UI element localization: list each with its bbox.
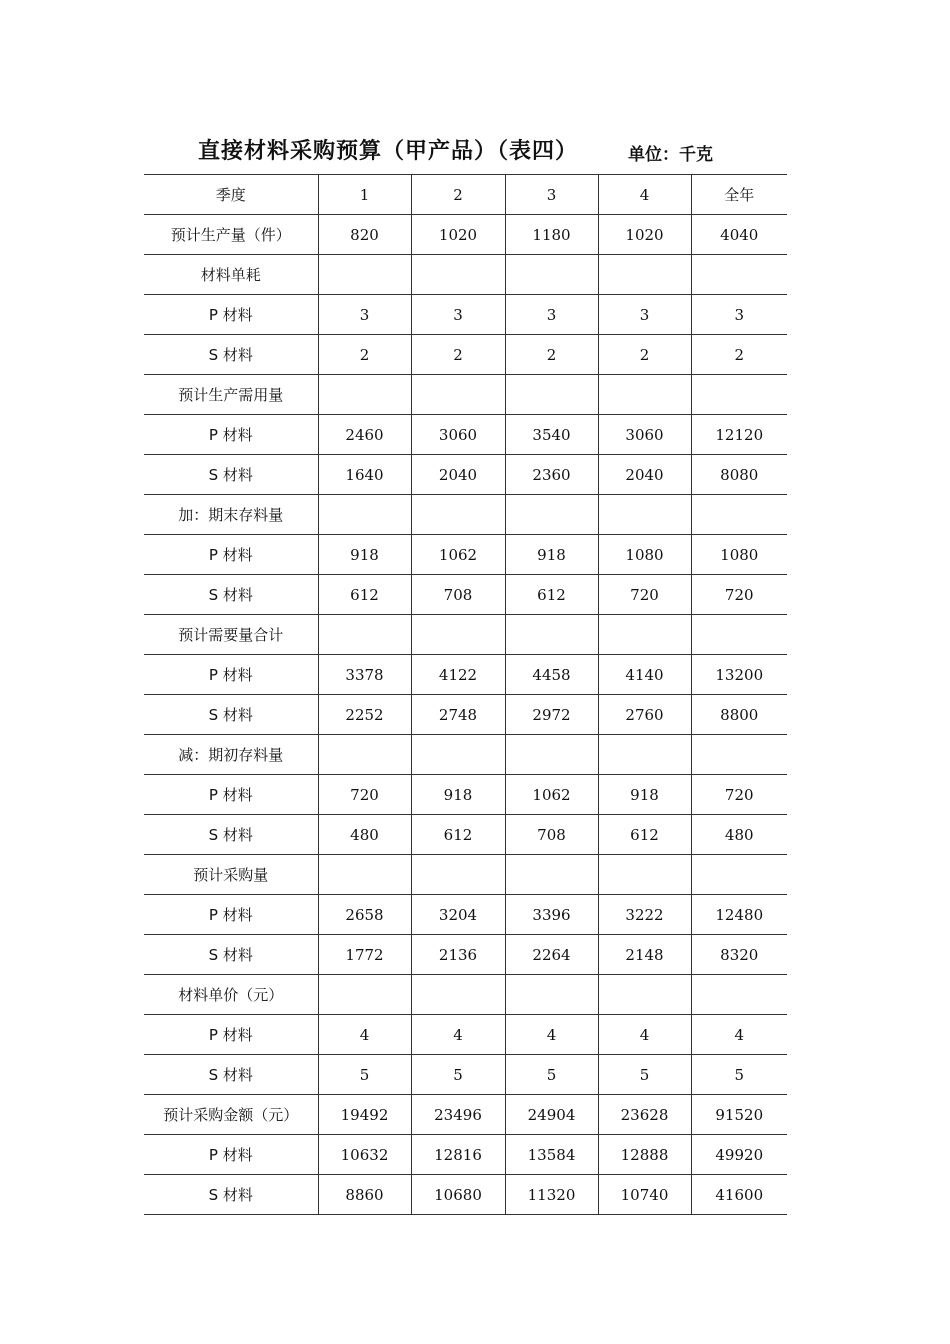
budget-table [144,174,787,1215]
table-cell: 4 [505,1015,598,1055]
table-cell [691,735,787,775]
table-cell [318,735,411,775]
table-cell: 612 [505,575,598,615]
table-cell: 13584 [505,1135,598,1175]
table-cell: 480 [318,815,411,855]
table-cell: 4040 [691,215,787,255]
table-cell: 10740 [598,1175,691,1215]
table-row [144,1175,787,1215]
table-cell: 8320 [691,935,787,975]
row-label: P 材料 [144,895,318,935]
table-cell [318,855,411,895]
table-cell: 2972 [505,695,598,735]
row-label: P 材料 [144,415,318,455]
table-cell: 3 [411,295,505,335]
table-cell: 13200 [691,655,787,695]
table-cell: 720 [691,775,787,815]
row-label: S 材料 [144,1055,318,1095]
table-cell: 2 [411,335,505,375]
table-cell: 1020 [598,215,691,255]
table-cell: 8080 [691,455,787,495]
table-row [144,775,787,815]
table-cell: 41600 [691,1175,787,1215]
table-cell: 3396 [505,895,598,935]
table-cell: 24904 [505,1095,598,1135]
table-cell: 2 [691,335,787,375]
table-row [144,1055,787,1095]
table-row [144,295,787,335]
table-row [144,695,787,735]
table-cell: 5 [598,1055,691,1095]
row-label: P 材料 [144,655,318,695]
row-label: S 材料 [144,695,318,735]
row-label: P 材料 [144,295,318,335]
row-label: 材料单价（元） [144,975,318,1015]
table-cell: 12888 [598,1135,691,1175]
table-cell [411,855,505,895]
table-cell: 5 [691,1055,787,1095]
table-row [144,1135,787,1175]
table-cell: 2 [505,335,598,375]
table-cell [598,255,691,295]
row-label: S 材料 [144,575,318,615]
table-cell: 3 [505,295,598,335]
table-cell: 918 [318,535,411,575]
table-cell [411,495,505,535]
table-row [144,1015,787,1055]
table-cell: 3540 [505,415,598,455]
row-label: S 材料 [144,335,318,375]
table-cell: 1772 [318,935,411,975]
table-row [144,215,787,255]
table-cell: 4 [318,1015,411,1055]
table-cell: 12120 [691,415,787,455]
table-row [144,975,787,1015]
table-cell: 2360 [505,455,598,495]
table-cell [505,495,598,535]
table-cell [691,975,787,1015]
table-cell [318,495,411,535]
table-cell: 3060 [411,415,505,455]
table-cell: 19492 [318,1095,411,1135]
table-cell: 12816 [411,1135,505,1175]
table-row [144,335,787,375]
table-cell: 2264 [505,935,598,975]
table-row [144,455,787,495]
table-cell: 2 [318,335,411,375]
table-header-row [144,175,787,215]
table-cell [318,255,411,295]
table-cell [598,735,691,775]
table-cell: 1062 [505,775,598,815]
table-cell [691,855,787,895]
row-label: 预计采购量 [144,855,318,895]
table-cell: 5 [318,1055,411,1095]
table-cell: 1080 [691,535,787,575]
table-cell: 2136 [411,935,505,975]
table-cell: 3204 [411,895,505,935]
table-cell [318,375,411,415]
table-cell: 720 [691,575,787,615]
table-cell: 3060 [598,415,691,455]
table-row [144,655,787,695]
row-label: 预计需要量合计 [144,615,318,655]
table-cell: 5 [505,1055,598,1095]
table-row [144,575,787,615]
row-label: P 材料 [144,1135,318,1175]
table-cell [411,615,505,655]
table-row [144,535,787,575]
table-cell: 8860 [318,1175,411,1215]
table-cell: 4 [598,1015,691,1055]
table-row [144,935,787,975]
table-cell: 3 [691,295,787,335]
table-cell: 4 [411,1015,505,1055]
table-cell: 2 [598,335,691,375]
table-row [144,495,787,535]
table-cell [505,375,598,415]
table-cell: 4122 [411,655,505,695]
table-cell: 3 [598,295,691,335]
table-row [144,415,787,455]
table-cell [505,255,598,295]
table-cell [411,735,505,775]
table-cell [691,495,787,535]
table-cell: 2148 [598,935,691,975]
table-cell: 12480 [691,895,787,935]
table-cell: 1020 [411,215,505,255]
row-label: 预计生产需用量 [144,375,318,415]
header-cell: 2 [411,175,505,215]
table-cell: 918 [411,775,505,815]
table-cell [411,255,505,295]
table-row [144,615,787,655]
table-cell: 720 [598,575,691,615]
table-cell: 4458 [505,655,598,695]
table-cell: 708 [505,815,598,855]
table-cell: 23628 [598,1095,691,1135]
table-cell: 2040 [411,455,505,495]
table-cell: 8800 [691,695,787,735]
table-cell [598,375,691,415]
table-cell: 820 [318,215,411,255]
table-cell: 2760 [598,695,691,735]
table-cell: 11320 [505,1175,598,1215]
table-cell [691,615,787,655]
unit-label: 单位：千克 [628,145,713,165]
table-row [144,375,787,415]
table-cell [598,495,691,535]
table-cell: 918 [598,775,691,815]
table-cell [598,615,691,655]
row-label: S 材料 [144,815,318,855]
table-cell [318,615,411,655]
table-cell: 2460 [318,415,411,455]
table-cell: 10680 [411,1175,505,1215]
table-cell [598,975,691,1015]
table-cell: 10632 [318,1135,411,1175]
table-cell: 3 [318,295,411,335]
table-cell [691,255,787,295]
table-row [144,895,787,935]
row-label: S 材料 [144,455,318,495]
table-cell: 5 [411,1055,505,1095]
table-cell: 720 [318,775,411,815]
budget-table-body [144,175,787,1215]
table-cell: 1062 [411,535,505,575]
table-cell: 1080 [598,535,691,575]
table-cell [691,375,787,415]
row-label: 加：期末存料量 [144,495,318,535]
table-cell: 612 [598,815,691,855]
table-cell: 708 [411,575,505,615]
table-cell: 2748 [411,695,505,735]
table-cell: 612 [411,815,505,855]
document-title: 直接材料采购预算（甲产品）（表四） [198,139,579,164]
row-label: 预计采购金额（元） [144,1095,318,1135]
header-cell: 4 [598,175,691,215]
table-cell [505,615,598,655]
table-cell [505,975,598,1015]
table-cell: 4 [691,1015,787,1055]
table-cell: 23496 [411,1095,505,1135]
row-label: 预计生产量（件） [144,215,318,255]
header-cell: 1 [318,175,411,215]
table-cell: 3222 [598,895,691,935]
row-label: S 材料 [144,1175,318,1215]
table-cell: 2658 [318,895,411,935]
table-row [144,255,787,295]
table-cell [505,855,598,895]
table-cell: 1180 [505,215,598,255]
table-cell: 3378 [318,655,411,695]
row-label: 减：期初存料量 [144,735,318,775]
table-cell: 1640 [318,455,411,495]
row-label: S 材料 [144,935,318,975]
table-cell: 918 [505,535,598,575]
title-row [0,134,950,170]
header-cell: 3 [505,175,598,215]
table-row [144,1095,787,1135]
header-quarter-label: 季度 [144,175,318,215]
table-cell: 91520 [691,1095,787,1135]
row-label: P 材料 [144,775,318,815]
table-cell: 2252 [318,695,411,735]
table-row [144,735,787,775]
table-cell: 4140 [598,655,691,695]
table-cell [505,735,598,775]
table-cell: 612 [318,575,411,615]
table-cell [411,975,505,1015]
table-cell: 480 [691,815,787,855]
table-cell: 49920 [691,1135,787,1175]
table-row [144,815,787,855]
row-label: 材料单耗 [144,255,318,295]
table-row [144,855,787,895]
table-cell [411,375,505,415]
table-cell [598,855,691,895]
row-label: P 材料 [144,1015,318,1055]
header-cell: 全年 [691,175,787,215]
table-cell: 2040 [598,455,691,495]
table-cell [318,975,411,1015]
row-label: P 材料 [144,535,318,575]
